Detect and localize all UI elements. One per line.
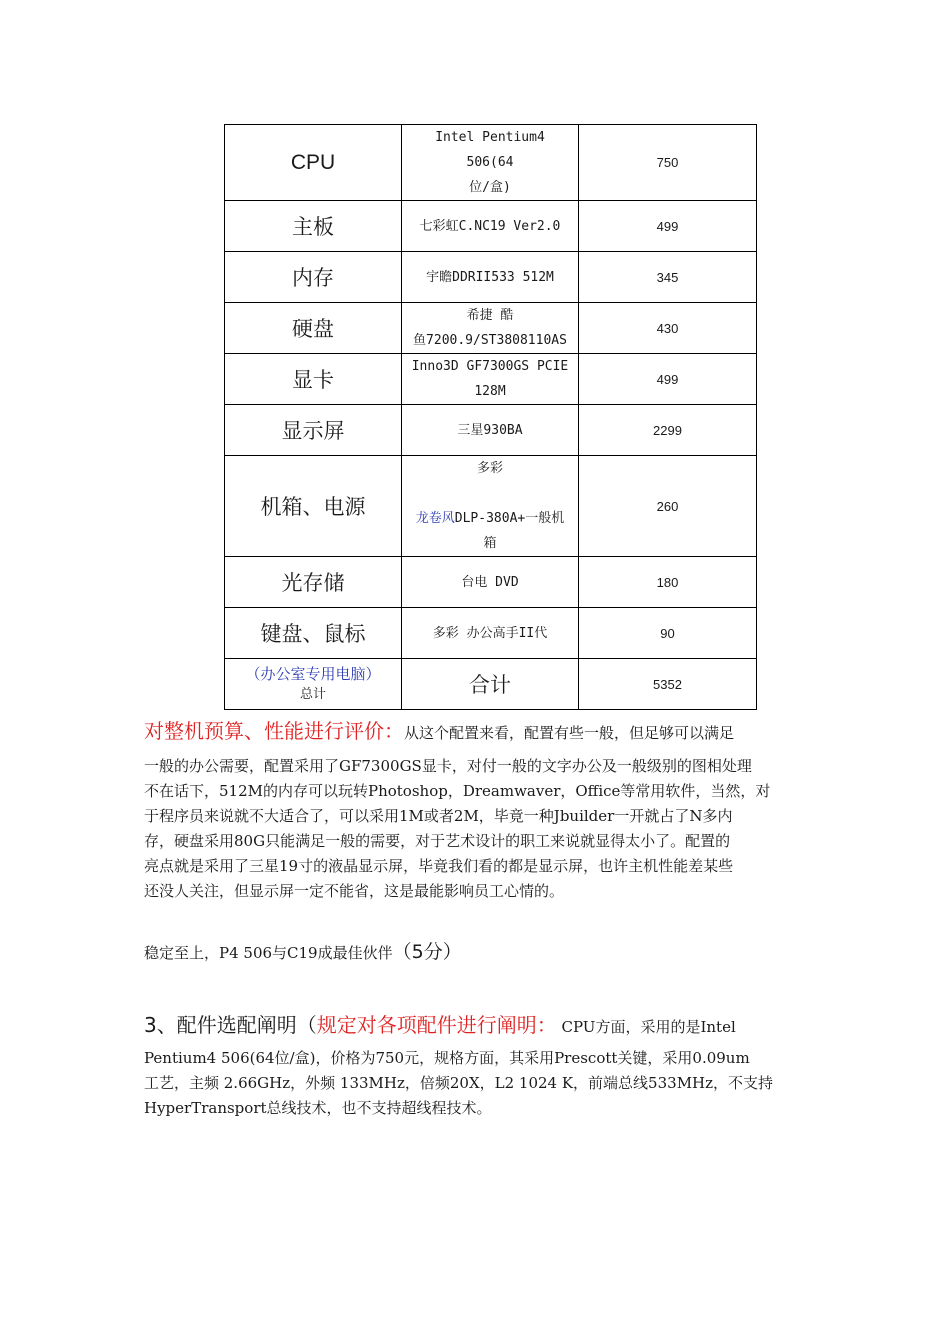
component-name: 机箱、电源: [225, 456, 402, 557]
component-model: [402, 125, 579, 201]
model-line: 多彩: [476, 461, 503, 476]
summary-text: 稳定至上，P4 506与C19成最佳伙伴: [144, 944, 393, 962]
table-row: [225, 201, 757, 252]
evaluation-line: 存，硬盘采用80G只能满足一般的需要，对于艺术设计的职工来说就显得太小了。配置的: [144, 832, 731, 850]
evaluation-line: 一般的办公需要，配置采用了GF7300GS显卡，对付一般的文字办公及一般级别的图相处理: [144, 757, 752, 775]
model-line: 128M: [474, 384, 506, 399]
component-name: 内存: [225, 252, 402, 303]
component-model: 七彩虹C.NC19 Ver2.0: [402, 201, 579, 252]
brand-highlight: 龙卷风: [415, 511, 455, 526]
evaluation-line: 亮点就是采用了三星19寸的液晶显示屏，毕竟我们看的都是显示屏，也许主机性能差某些: [144, 857, 734, 875]
table-total-row: [225, 659, 757, 710]
component-table: [224, 124, 757, 710]
evaluation-line: 于程序员来说就不大适合了，可以采用1M或者2M，毕竟一种Jbuilder一开就占了N多内: [144, 807, 733, 825]
component-price: 750: [579, 125, 757, 201]
component-model: 台电 DVD: [402, 557, 579, 608]
component-price: 499: [579, 354, 757, 405]
section-3-line: HyperTransport总线技术，也不支持超线程技术。: [144, 1099, 492, 1117]
evaluation-text: 从这个配置来看，配置有些一般，但足够可以满足: [404, 724, 735, 742]
total-note: （办公室专用电脑）: [245, 665, 381, 683]
section-3-heading: 3、配件选配阐明（: [144, 1013, 317, 1037]
table-row: [225, 456, 757, 557]
component-price: 180: [579, 557, 757, 608]
model-line: Inno3D GF7300GS PCIE: [411, 359, 569, 374]
total-value: 5352: [579, 659, 757, 710]
section-3-line: 工艺，主频 2.66GHz，外频 133MHz，倍频20X，L2 1024 K，前端总线533MHz，不支持: [144, 1074, 774, 1092]
component-name: 键盘、鼠标: [225, 608, 402, 659]
component-price: 260: [579, 456, 757, 557]
component-name: 硬盘: [225, 303, 402, 354]
table-row: [225, 405, 757, 456]
component-name: 显示屏: [225, 405, 402, 456]
total-note-sub: 总计: [299, 687, 326, 702]
evaluation-section: [144, 716, 809, 904]
evaluation-heading: 对整机预算、性能进行评价：: [144, 719, 404, 743]
summary-line: [144, 938, 809, 967]
component-price: 90: [579, 608, 757, 659]
component-price: 430: [579, 303, 757, 354]
section-3: [144, 1010, 809, 1121]
model-line: 希捷 酷: [466, 308, 514, 323]
section-3-line: Pentium4 506(64位/盒)，价格为750元，规格方面，其采用Prescott关键，采用0.09um: [144, 1049, 750, 1067]
component-model: 宇瞻DDRII533 512M: [402, 252, 579, 303]
table-row: [225, 252, 757, 303]
component-name: 主板: [225, 201, 402, 252]
component-price: 2299: [579, 405, 757, 456]
model-line: [408, 506, 572, 531]
component-model: [402, 456, 579, 557]
component-name: CPU: [225, 125, 402, 201]
table-row: [225, 557, 757, 608]
section-3-heading-red: 规定对各项配件进行阐明：: [316, 1013, 557, 1037]
evaluation-first-line: [144, 716, 809, 748]
model-line: 位/盒): [469, 180, 511, 195]
table-row: [225, 608, 757, 659]
component-model: [402, 303, 579, 354]
evaluation-line: 不在话下，512M的内存可以玩转Photoshop，Dreamwaver，Office等常用软件，当然，对: [144, 782, 771, 800]
evaluation-line: 还没人关注，但显示屏一定不能省，这是最能影响员工心情的。: [144, 882, 565, 900]
total-label: 合计: [402, 659, 579, 710]
component-price: 345: [579, 252, 757, 303]
table-row: [225, 354, 757, 405]
model-text: DLP-380A+一般机: [454, 511, 565, 526]
model-line: 箱: [483, 536, 497, 551]
model-line: 鱼7200.9/ST3808110AS: [413, 333, 567, 348]
model-line: Intel Pentium4 506(64: [435, 130, 545, 170]
component-price: 499: [579, 201, 757, 252]
table-row: [225, 125, 757, 201]
summary-score: （5分）: [392, 941, 462, 963]
component-name: 显卡: [225, 354, 402, 405]
total-note-cell: [225, 659, 402, 710]
component-model: 三星930BA: [402, 405, 579, 456]
section-3-first-line: [144, 1010, 809, 1042]
section-3-text: CPU方面，采用的是Intel: [556, 1018, 736, 1036]
table-row: [225, 303, 757, 354]
component-model: 多彩 办公高手II代: [402, 608, 579, 659]
component-name: 光存储: [225, 557, 402, 608]
component-model: [402, 354, 579, 405]
